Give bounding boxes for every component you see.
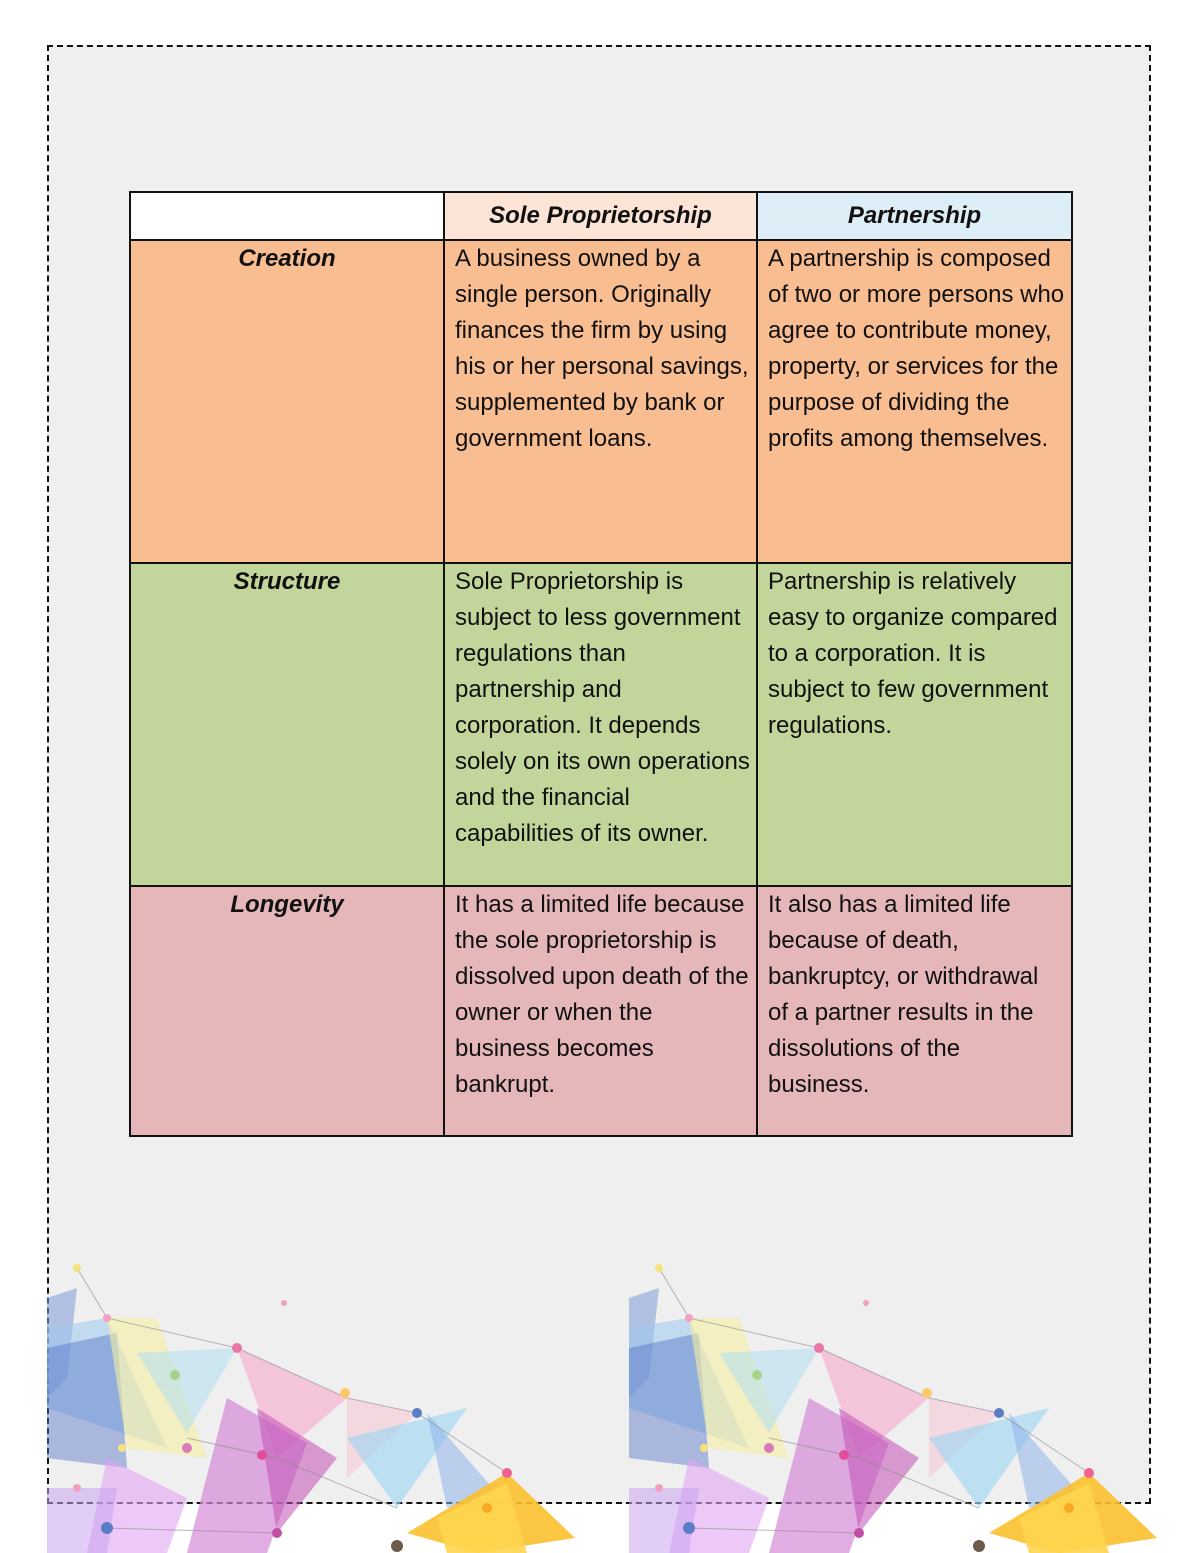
geometric-triangles-icon	[629, 1258, 1157, 1553]
cell-structure-partnership: Partnership is relatively easy to organize compared to a corporation. It is subject to few government regulations.	[757, 563, 1072, 886]
table-row-structure	[130, 563, 1072, 886]
cell-creation-sole: A business owned by a single person. Originally finances the firm by using his or her personal savings, supplemented by bank or government loans.	[444, 240, 757, 563]
cell-creation-partnership: A partnership is composed of two or more persons who agree to contribute money, property, or services for the purpose of dividing the profits among themselves.	[757, 240, 1072, 563]
geometric-decoration-left	[47, 1258, 575, 1553]
comparison-table	[129, 191, 1073, 1137]
header-partnership: Partnership	[757, 192, 1072, 240]
cell-structure-sole: Sole Proprietorship is subject to less government regulations than partnership and corporation. It depends solely on its own operations and the financial capabilities of its owner.	[444, 563, 757, 886]
header-empty-cell	[130, 192, 444, 240]
row-label-structure: Structure	[130, 563, 444, 886]
table-row-creation	[130, 240, 1072, 563]
cell-longevity-partnership: It also has a limited life because of death, bankruptcy, or withdrawal of a partner results in the dissolutions of the business.	[757, 886, 1072, 1136]
cell-longevity-sole: It has a limited life because the sole proprietorship is dissolved upon death of the owner or when the business becomes bankrupt.	[444, 886, 757, 1136]
header-sole-proprietorship: Sole Proprietorship	[444, 192, 757, 240]
row-label-longevity: Longevity	[130, 886, 444, 1136]
geometric-decoration-right	[629, 1258, 1157, 1553]
row-label-creation: Creation	[130, 240, 444, 563]
table-header-row	[130, 192, 1072, 240]
table-row-longevity	[130, 886, 1072, 1136]
geometric-triangles-icon	[47, 1258, 575, 1553]
